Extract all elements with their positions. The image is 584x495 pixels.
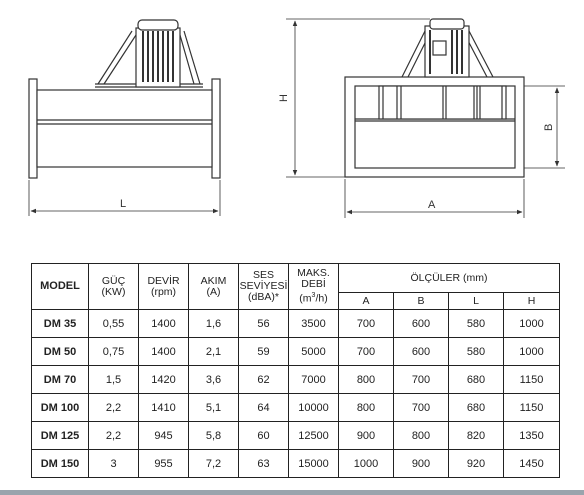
cell-current: 5,8	[189, 422, 239, 450]
header-speed	[139, 264, 189, 310]
cell-dim-h: 1000	[504, 338, 560, 366]
cell-flow: 15000	[289, 450, 339, 478]
cell-dim-h: 1450	[504, 450, 560, 478]
header-current-line2: (A)	[206, 285, 221, 298]
table-row	[32, 422, 560, 450]
dimension-label-a: A	[428, 199, 436, 211]
cell-flow: 5000	[289, 338, 339, 366]
cell-flow: 12500	[289, 422, 339, 450]
cell-power: 2,2	[89, 394, 139, 422]
header-sound-line1: SES	[252, 269, 274, 281]
cell-dim-b: 600	[394, 338, 449, 366]
table-row	[32, 394, 560, 422]
motor-fins	[143, 31, 173, 82]
spec-table	[31, 263, 560, 478]
cell-dim-a: 800	[339, 366, 394, 394]
table-row	[32, 310, 560, 338]
cell-dim-h: 1350	[504, 422, 560, 450]
header-flow-line2: DEBİ	[301, 278, 326, 291]
cell-current: 1,6	[189, 310, 239, 338]
header-dim-l: L	[449, 293, 504, 310]
cell-dim-b: 700	[394, 366, 449, 394]
cell-dim-a: 700	[339, 338, 394, 366]
cell-speed: 945	[139, 422, 189, 450]
cell-sound: 56	[239, 310, 289, 338]
header-dim-a: A	[339, 293, 394, 310]
cell-dim-l: 820	[449, 422, 504, 450]
header-flow-unit-pre: (m	[299, 292, 312, 305]
cell-speed: 1420	[139, 366, 189, 394]
cell-dim-h: 1150	[504, 394, 560, 422]
cell-sound: 62	[239, 366, 289, 394]
cell-dim-l: 580	[449, 310, 504, 338]
dimension-label-l: L	[120, 198, 127, 210]
cell-power: 1,5	[89, 366, 139, 394]
table-row	[32, 366, 560, 394]
cell-current: 5,1	[189, 394, 239, 422]
header-current	[189, 264, 239, 310]
cell-dim-h: 1150	[504, 366, 560, 394]
cell-sound: 60	[239, 422, 289, 450]
cell-flow: 3500	[289, 310, 339, 338]
header-flow	[289, 264, 339, 310]
table-body	[32, 310, 560, 478]
header-sound	[239, 264, 289, 310]
cell-model: DM 100	[32, 394, 89, 422]
header-flow-line1: MAKS.	[297, 267, 330, 280]
cell-power: 3	[89, 450, 139, 478]
cell-speed: 1400	[139, 338, 189, 366]
spec-table-container	[31, 263, 559, 478]
header-speed-line1: DEVİR	[147, 274, 180, 287]
header-flow-unit-post: /h)	[315, 292, 328, 305]
header-sound-line2: SEVİYESİ	[239, 280, 288, 292]
cell-current: 3,6	[189, 366, 239, 394]
cell-model: DM 35	[32, 310, 89, 338]
table-header-row	[32, 264, 560, 293]
cell-power: 0,55	[89, 310, 139, 338]
header-dimensions: ÖLÇÜLER (mm)	[339, 264, 560, 293]
header-speed-line2: (rpm)	[150, 285, 177, 298]
cell-dim-a: 800	[339, 394, 394, 422]
cell-speed: 1400	[139, 310, 189, 338]
side-view-drawing	[29, 20, 220, 178]
cell-dim-b: 800	[394, 422, 449, 450]
cell-dim-a: 900	[339, 422, 394, 450]
table-row	[32, 450, 560, 478]
cell-dim-a: 700	[339, 310, 394, 338]
header-power-line2: (KW)	[101, 285, 126, 298]
cell-dim-b: 700	[394, 394, 449, 422]
dimension-label-b: B	[543, 123, 555, 131]
cell-dim-l: 920	[449, 450, 504, 478]
cell-flow: 10000	[289, 394, 339, 422]
table-row	[32, 338, 560, 366]
header-sound-line3: (dBA)*	[248, 291, 279, 303]
cell-sound: 64	[239, 394, 289, 422]
header-flow-unit-sup: 3	[311, 292, 316, 300]
cell-speed: 1410	[139, 394, 189, 422]
header-model: MODEL	[32, 264, 89, 310]
cell-dim-a: 1000	[339, 450, 394, 478]
cell-model: DM 70	[32, 366, 89, 394]
header-dim-b: B	[394, 293, 449, 310]
dimension-label-h: H	[278, 94, 290, 102]
header-dim-h: H	[504, 293, 560, 310]
front-view-drawing	[345, 19, 524, 177]
header-power	[89, 264, 139, 310]
cell-dim-l: 580	[449, 338, 504, 366]
cell-model: DM 50	[32, 338, 89, 366]
cell-power: 0,75	[89, 338, 139, 366]
cell-current: 7,2	[189, 450, 239, 478]
cell-model: DM 150	[32, 450, 89, 478]
header-power-line1: GÜÇ	[101, 274, 126, 287]
bottom-bar	[0, 490, 584, 495]
cell-dim-h: 1000	[504, 310, 560, 338]
cell-flow: 7000	[289, 366, 339, 394]
header-current-line1: AKIM	[200, 274, 227, 287]
cell-current: 2,1	[189, 338, 239, 366]
cell-power: 2,2	[89, 422, 139, 450]
cell-speed: 955	[139, 450, 189, 478]
cell-dim-b: 600	[394, 310, 449, 338]
cell-dim-b: 900	[394, 450, 449, 478]
cell-sound: 63	[239, 450, 289, 478]
cell-sound: 59	[239, 338, 289, 366]
cell-model: DM 125	[32, 422, 89, 450]
cell-dim-l: 680	[449, 366, 504, 394]
cell-dim-l: 680	[449, 394, 504, 422]
